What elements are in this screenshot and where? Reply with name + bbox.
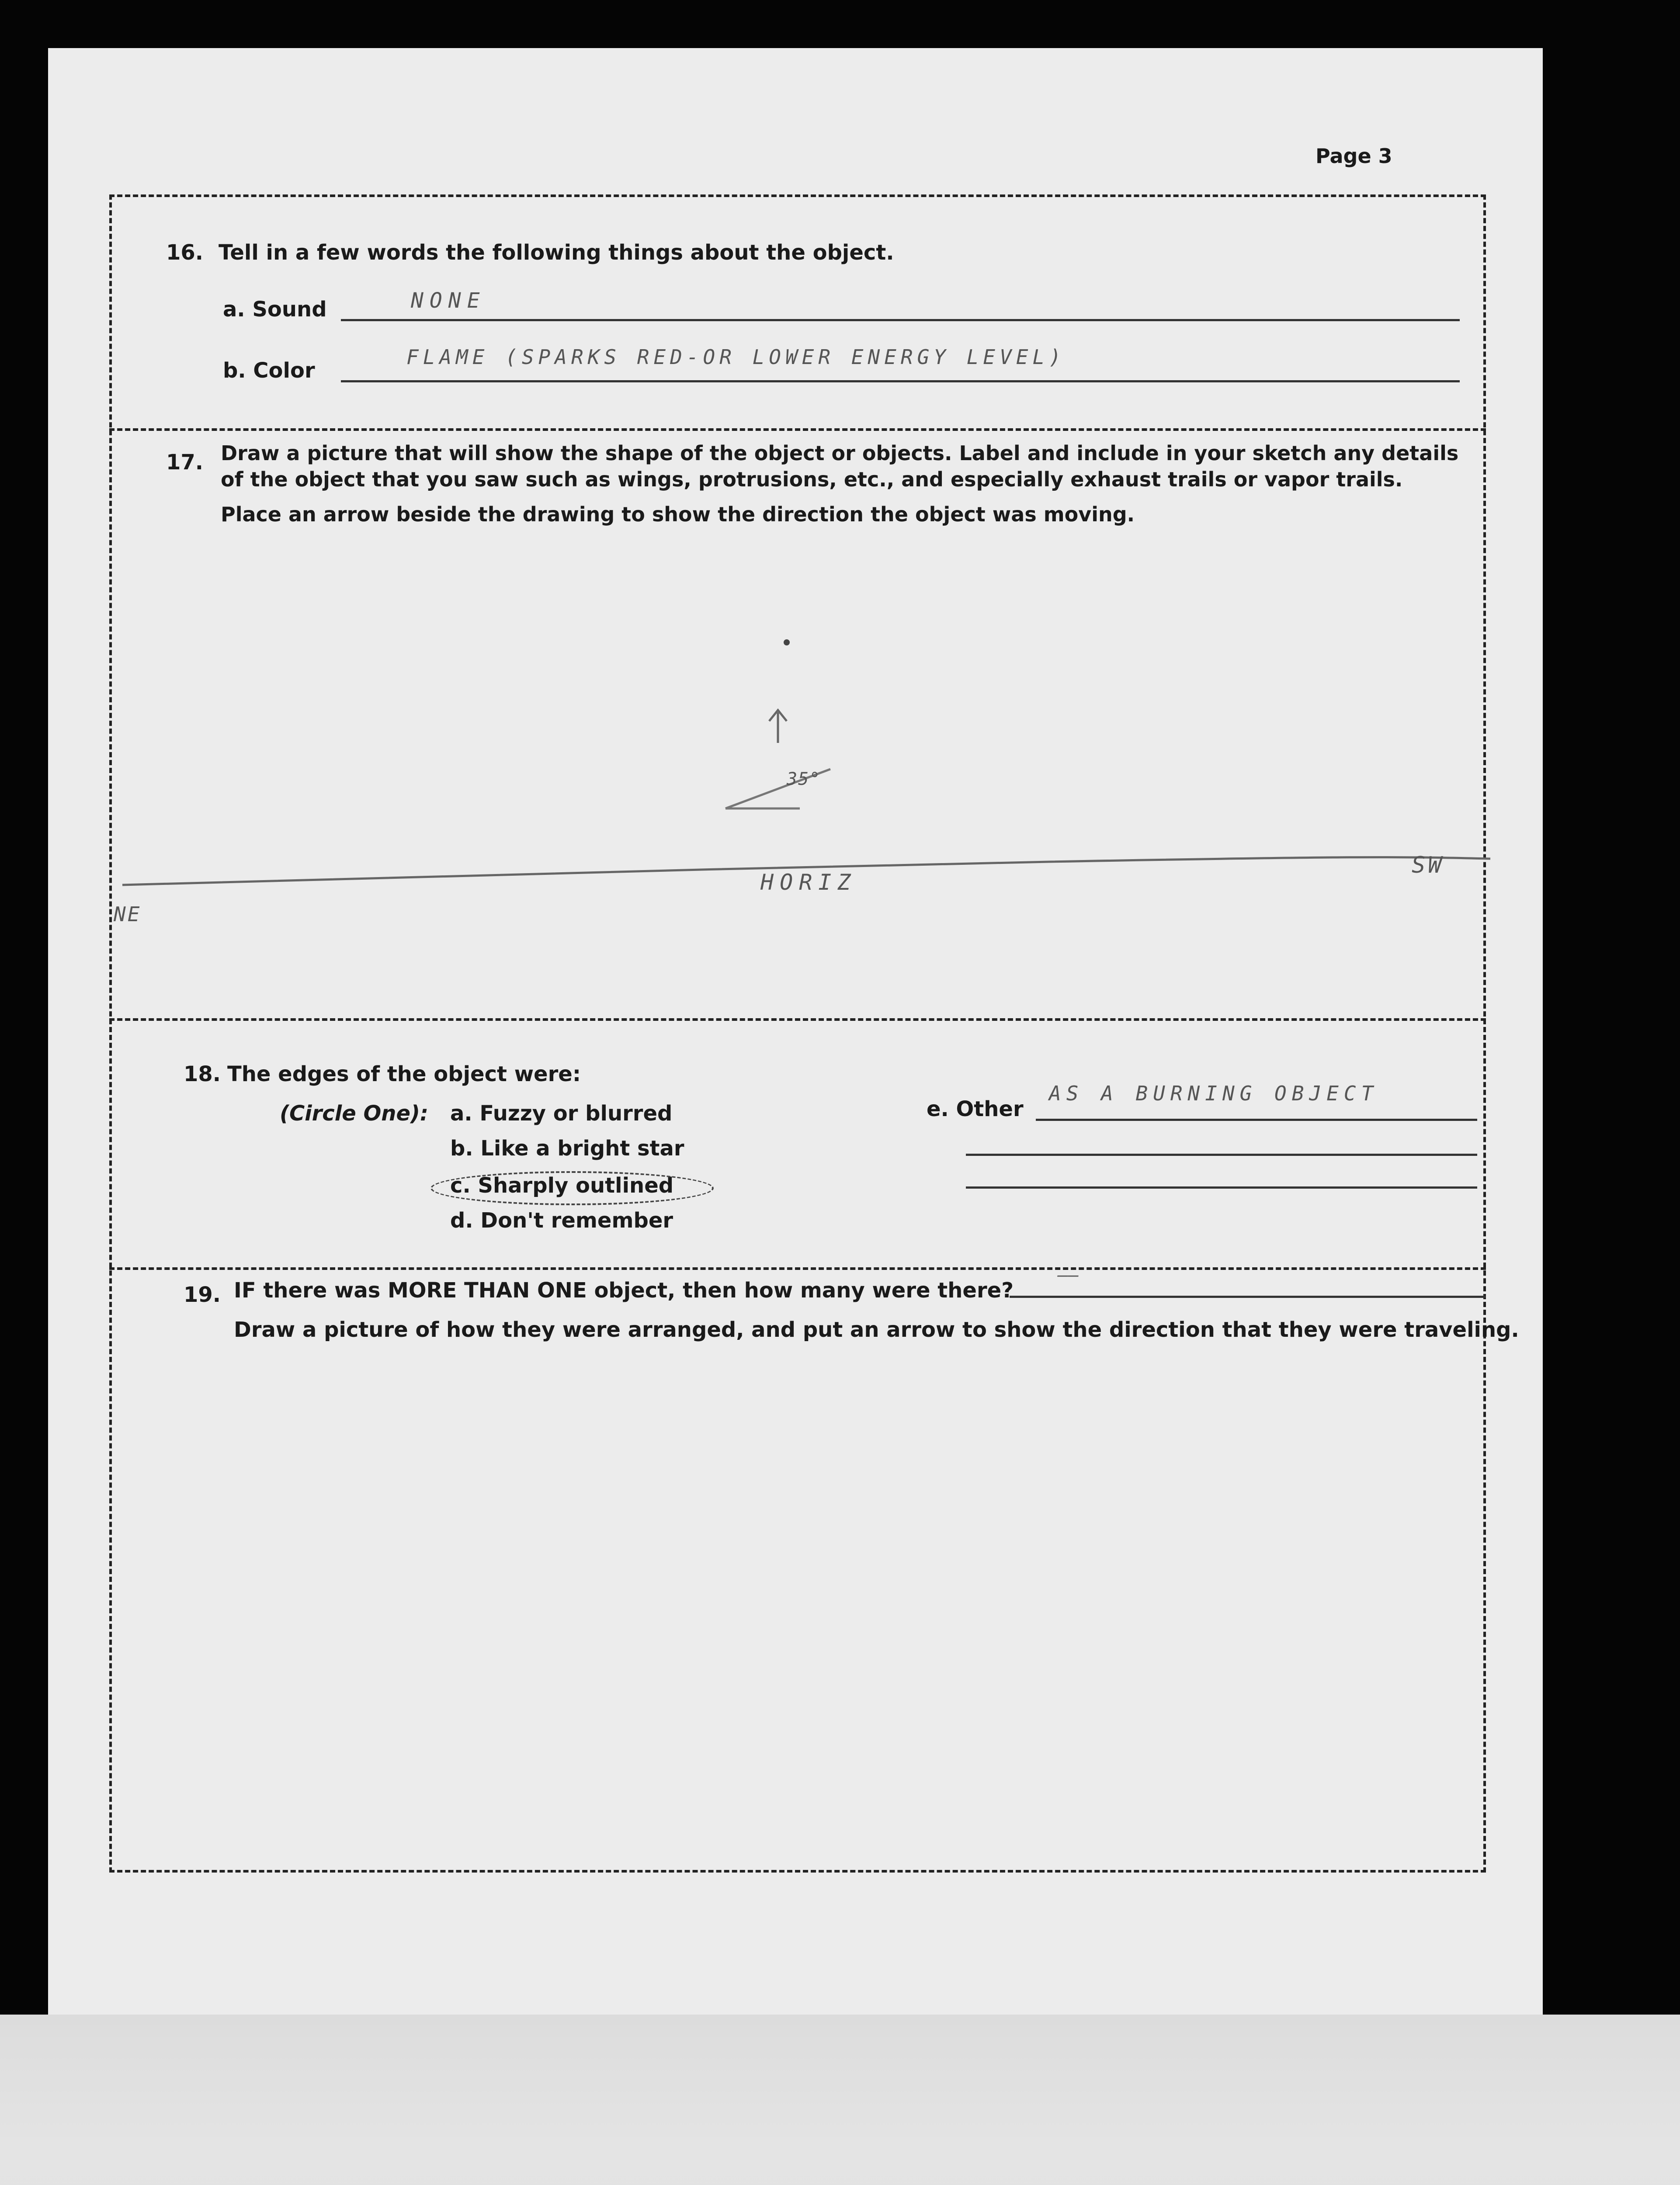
q19-count-answer: —— xyxy=(1058,1265,1079,1285)
direction-arrow-icon xyxy=(769,710,787,743)
q19-line2: Draw a picture of how they were arranged, and put an arrow to show the direction that they were traveling. xyxy=(234,1318,1519,1342)
q17-number: 17. xyxy=(166,450,204,475)
q16-sound-label: a. Sound xyxy=(223,297,327,322)
q18-option-a: a. Fuzzy or blurred xyxy=(450,1101,673,1126)
sketch-left-label: NE xyxy=(114,902,142,926)
q16-color-label: b. Color xyxy=(223,358,315,383)
q18-other-line-1 xyxy=(1036,1119,1477,1121)
q18-other-answer: AS A BURNING OBJECT xyxy=(1049,1082,1379,1105)
page-number: Page 3 xyxy=(1316,144,1392,168)
sketch-right-label: SW xyxy=(1412,852,1444,878)
q18-other-line-3 xyxy=(966,1186,1477,1189)
object-dot-icon xyxy=(784,639,790,645)
q19-line1: IF there was MORE THAN ONE object, then how many were there? xyxy=(234,1278,1014,1303)
q18-prompt: The edges of the object were: xyxy=(227,1062,581,1086)
q19-count-line xyxy=(1010,1296,1486,1298)
q16-number: 16. xyxy=(166,240,204,265)
q18-option-b: b. Like a bright star xyxy=(450,1136,684,1161)
q16-sound-answer: NONE xyxy=(411,288,486,313)
q17-line3: Place an arrow beside the drawing to show the direction the object was moving. xyxy=(221,503,1135,526)
q16-prompt: Tell in a few words the following things about the object. xyxy=(219,240,894,265)
q19-number: 19. xyxy=(184,1283,221,1307)
q17-line2: of the object that you saw such as wings, protrusions, etc., and especially exhaust trails or vapor trails. xyxy=(221,468,1403,491)
q18-number: 18. xyxy=(184,1062,221,1086)
sketch-horizon-label: HORIZ xyxy=(760,870,857,895)
q18-other-label: e. Other xyxy=(927,1097,1024,1121)
q18-selection-circle xyxy=(430,1171,714,1205)
q18-option-c: c. Sharply outlined xyxy=(450,1173,674,1198)
q18-instruction: (Circle One): xyxy=(280,1101,429,1126)
q18-option-d: d. Don't remember xyxy=(450,1208,673,1233)
q17-line1: Draw a picture that will show the shape of the object or objects. Label and include in your sketch any details xyxy=(221,441,1459,465)
q16-color-answer: FLAME (SPARKS RED-OR LOWER ENERGY LEVEL) xyxy=(406,345,1066,369)
q18-other-line-2 xyxy=(966,1154,1477,1156)
sketch-angle-label: 35° xyxy=(787,769,821,789)
